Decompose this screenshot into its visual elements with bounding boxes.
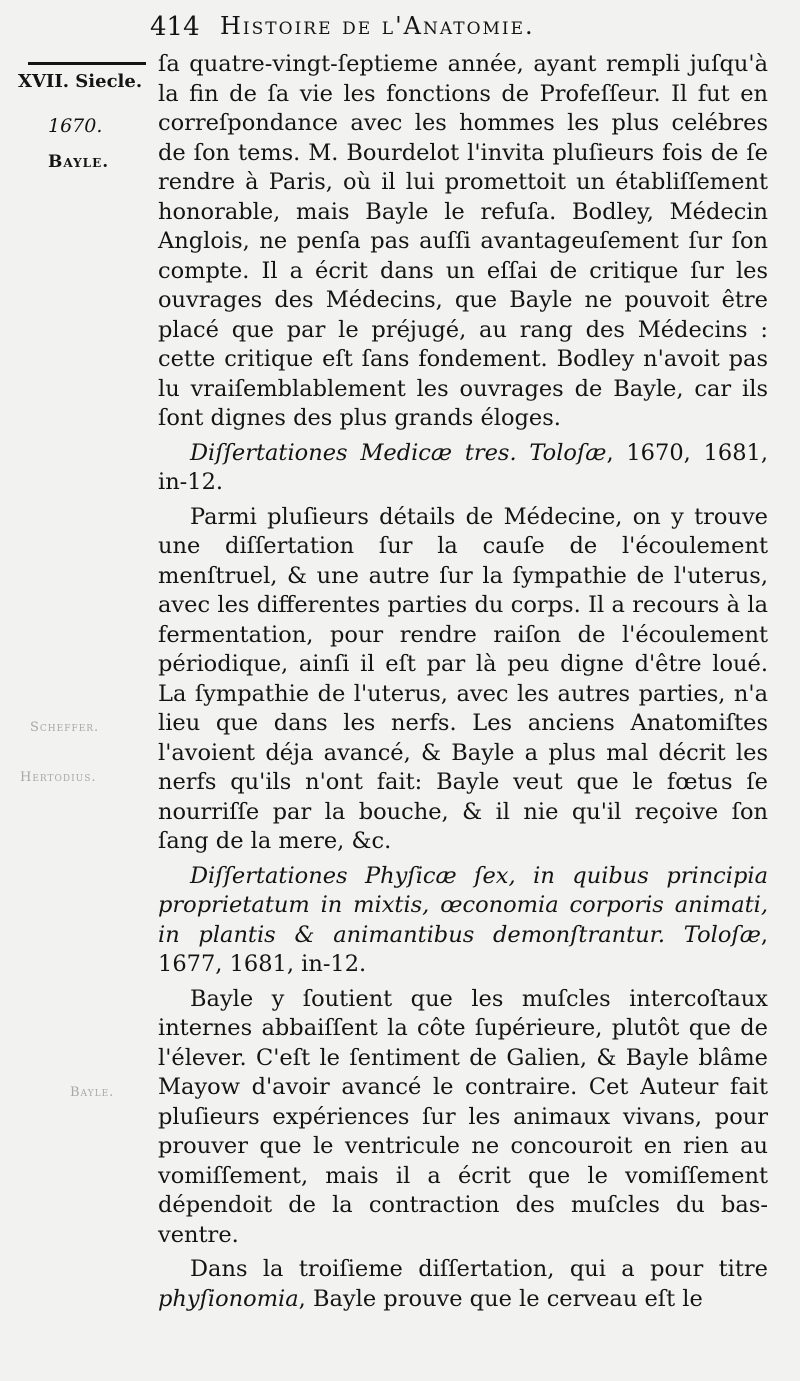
paragraph (158, 1255, 768, 1314)
bleed-through-text: Bayle. (70, 1085, 115, 1100)
margin-century: XVII. Siecle. (18, 71, 143, 92)
margin-year: 1670. (48, 115, 103, 137)
paragraph: Parmi pluſieurs détails de Médecine, on y trouve une diſſertation ſur la cauſe de l'écoulement menſtruel, & une autre ſur la ſympathie de l'uterus, avec les differentes parties du corps. Il a recours à la fermentation, pour rendre raiſon de l'écoulement périodique, ainſi il eſt par là peu digne d'être loué. La ſympathie de l'uterus, avec les autres parties, n'a lieu que dans les nerfs. Les anciens Anatomiſtes l'avoient déja avancé, & Bayle a plus mal décrit les nerfs qu'ils n'ont fait: Bayle veut que le fœtus ſe nourriſſe par la bouche, & il nie qu'il reçoive ſon ſang de la mere, &c. (158, 503, 768, 854)
bleed-through-text: Hertodius. (20, 770, 97, 785)
margin-name: Bayle. (48, 152, 110, 172)
page-number: 414 (150, 12, 200, 42)
work-title-italic: Diſſertationes Phyſicæ ſex, in quibus principia proprietatum in mixtis, œconomia corporis animati, in plantis & animantibus demonſtrantur. Toloſæ (158, 862, 768, 948)
bleed-through-text: Scheffer. (30, 720, 100, 735)
paragraph: ſa quatre-vingt-ſeptieme année, ayant rempli juſqu'à la fin de ſa vie les fonctions de Profeſſeur. Il fut en correſpondance avec les hommes les plus celébres de ſon tems. M. Bourdelot l'invita pluſieurs fois de ſe rendre à Paris, où il lui promettoit un établiſſement honorable, mais Bayle le refuſa. Bodley, Médecin Anglois, ne penſa pas auſſi avantageuſement ſur ſon compte. Il a écrit dans un eſſai de critique ſur les ouvrages des Médecins, que Bayle ne pouvoit être placé que par le préjugé, au rang des Médecins : cette critique eſt ſans fondement. Bodley n'avoit pas lu vraiſemblablement les ouvrages de Bayle, car ils ſont dignes des plus grands éloges. (158, 51, 768, 431)
paragraph-text: , Bayle prouve que le cerveau eſt le (298, 1285, 703, 1312)
work-title (158, 862, 768, 980)
margin-rule (28, 62, 146, 65)
running-title: Histoire de l'Anatomie. (220, 12, 535, 40)
paragraph-text: Dans la troiſieme diſſertation, qui a pour titre (190, 1256, 768, 1282)
margin-notes (18, 72, 150, 172)
work-title-imprint: , 1670, 1681, in-12. (158, 439, 768, 495)
page-header (150, 12, 770, 42)
work-title-italic: Diſſertationes Medicæ tres. Toloſæ (190, 439, 607, 466)
body-text (158, 50, 768, 1314)
paragraph-italic: phyſionomia (158, 1285, 299, 1312)
work-title-imprint: , 1677, 1681, in-12. (158, 921, 768, 977)
paragraph: Bayle y ſoutient que les muſcles intercoſtaux internes abbaiſſent la côte ſupérieure, plutôt que de l'élever. C'eſt le ſentiment de Galien, & Bayle blâme Mayow d'avoir avancé le contraire. Cet Auteur fait pluſieurs expériences ſur les animaux vivans, pour prouver que le ventricule ne concouroit en rien au vomiſſement, mais il a écrit que le vomiſſement dépendoit de la contraction des muſcles du bas-ventre. (158, 985, 768, 1248)
work-title (158, 439, 768, 498)
